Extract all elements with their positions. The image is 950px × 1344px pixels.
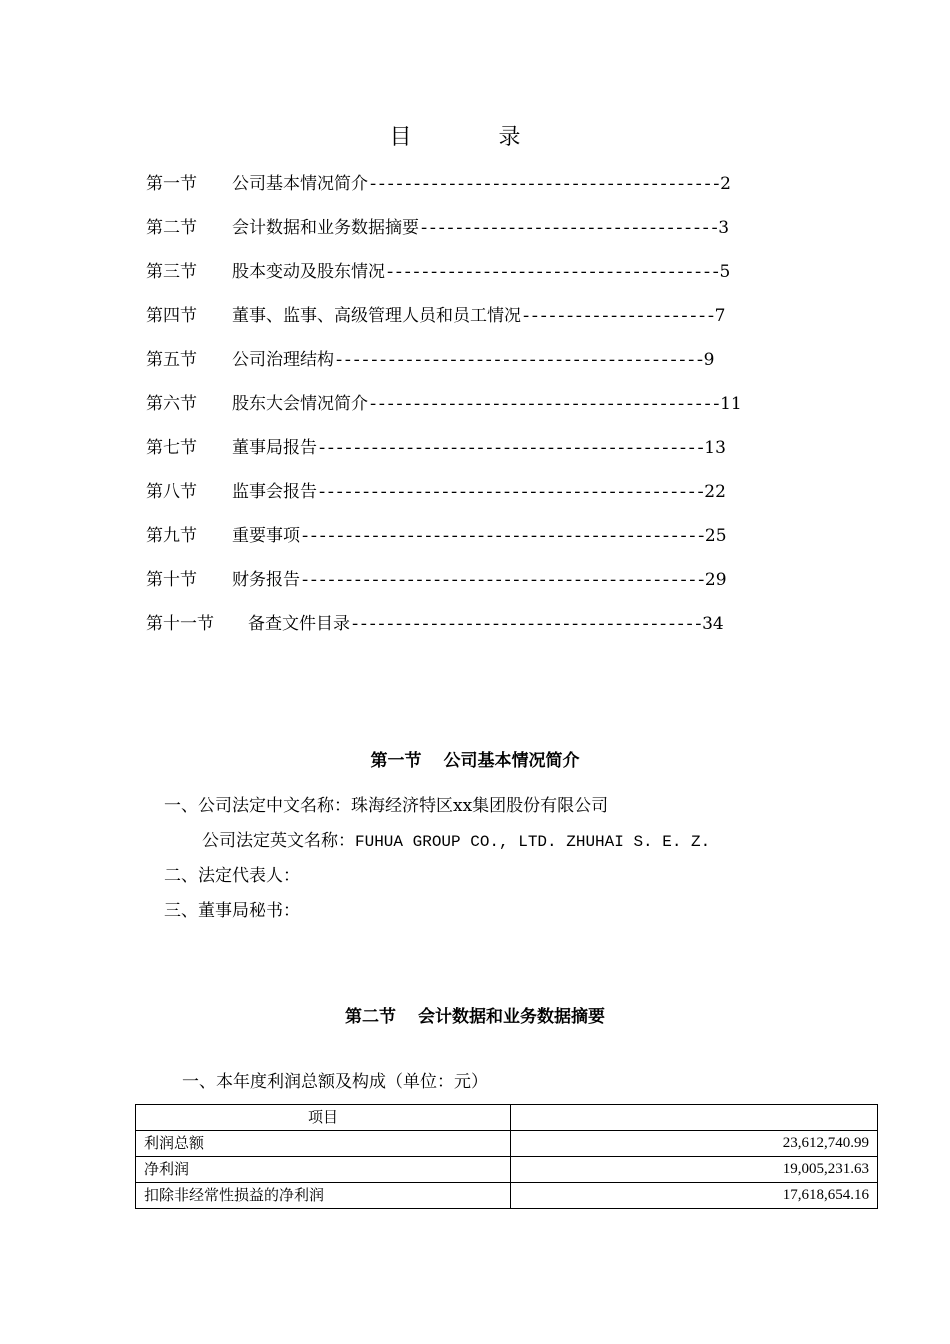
toc-item-title: 监事会报告 xyxy=(232,482,317,502)
toc-item xyxy=(146,348,715,372)
toc-item-title: 公司治理结构 xyxy=(232,350,334,370)
toc-item-page: 11 xyxy=(720,394,742,414)
toc-item-leader: -------------------------------------------- xyxy=(317,440,705,459)
toc-item-title: 股东大会情况简介 xyxy=(232,394,368,414)
section2-heading-number: 第二节 xyxy=(345,1007,396,1027)
toc-item-page: 5 xyxy=(719,262,731,282)
english-name-label: 公司法定英文名称： xyxy=(202,831,355,851)
toc-item xyxy=(146,172,731,196)
toc-item xyxy=(146,568,727,592)
row-value: 19,005,231.63 xyxy=(511,1157,878,1183)
row-label: 净利润 xyxy=(136,1157,511,1183)
toc-item-title: 重要事项 xyxy=(232,526,300,546)
toc-item-leader: ---------------------------------- xyxy=(419,220,719,239)
toc-item-title: 董事局报告 xyxy=(232,438,317,458)
toc-item xyxy=(146,392,742,416)
toc-item-page: 3 xyxy=(718,218,730,238)
toc-item xyxy=(146,612,724,636)
profit-subheading: 一、本年度利润总额及构成（单位：元） xyxy=(182,1072,488,1092)
toc-item-title: 公司基本情况简介 xyxy=(232,174,368,194)
toc-item-leader: ---------------------------------------------- xyxy=(300,572,705,591)
toc-item xyxy=(146,304,725,328)
row-label: 利润总额 xyxy=(136,1131,511,1157)
toc-item-section: 第十一节 xyxy=(146,614,214,634)
toc-item-page: 7 xyxy=(714,306,726,326)
toc-item-title: 董事、监事、高级管理人员和员工情况 xyxy=(232,306,521,326)
toc-item-section: 第六节 xyxy=(146,394,197,414)
english-name-value: FUHUA GROUP CO., LTD. ZHUHAI S. E. Z. xyxy=(355,833,711,851)
section1-heading-number: 第一节 xyxy=(370,751,422,771)
row-label: 扣除非经常性损益的净利润 xyxy=(136,1183,511,1209)
toc-item-section: 第三节 xyxy=(146,262,197,282)
toc-item-title: 财务报告 xyxy=(232,570,300,590)
header-item: 项目 xyxy=(136,1105,511,1131)
section2-heading xyxy=(0,1002,950,1027)
toc-item-section: 第七节 xyxy=(146,438,197,458)
toc-item-section: 第四节 xyxy=(146,306,197,326)
toc-item-section: 第十节 xyxy=(146,570,197,590)
board-secretary: 三、董事局秘书： xyxy=(164,901,300,921)
toc-item-page: 25 xyxy=(704,526,727,546)
toc-item-leader: ---------------------------------------- xyxy=(368,176,721,195)
section2-heading-title: 会计数据和业务数据摘要 xyxy=(418,1007,605,1027)
toc-item-page: 29 xyxy=(704,570,727,590)
toc-item-page: 22 xyxy=(704,482,726,502)
toc-item-page: 34 xyxy=(702,614,724,634)
toc-item-leader: ---------------------- xyxy=(521,308,715,327)
toc-title: 目 录 xyxy=(389,125,561,150)
toc-item-section: 第八节 xyxy=(146,482,197,502)
toc-item-page: 13 xyxy=(704,438,726,458)
toc-item xyxy=(146,436,726,460)
toc-item-leader: ---------------------------------------- xyxy=(368,396,721,415)
toc-item-leader: ------------------------------------------ xyxy=(334,352,704,371)
legal-representative: 二、法定代表人： xyxy=(164,866,300,886)
company-chinese-name: 一、公司法定中文名称：珠海经济特区xx集团股份有限公司 xyxy=(164,796,609,816)
table-row xyxy=(136,1183,878,1209)
row-value: 23,612,740.99 xyxy=(511,1131,878,1157)
toc-item-section: 第一节 xyxy=(146,174,197,194)
toc-item-section: 第九节 xyxy=(146,526,197,546)
toc-item-section: 第二节 xyxy=(146,218,197,238)
company-english-name xyxy=(202,829,710,854)
toc-item-title: 备查文件目录 xyxy=(248,614,350,634)
section1-heading xyxy=(0,746,950,771)
profit-table xyxy=(135,1104,878,1209)
toc-item-section: 第五节 xyxy=(146,350,197,370)
toc-item-page: 9 xyxy=(703,350,715,370)
section1-heading-title: 公司基本情况简介 xyxy=(443,751,580,771)
toc-item-leader: ---------------------------------------- xyxy=(350,616,703,635)
row-value: 17,618,654.16 xyxy=(511,1183,878,1209)
toc-item-leader: -------------------------------------------- xyxy=(317,484,705,503)
toc-item-leader: ---------------------------------------------- xyxy=(300,528,705,547)
toc-item-title: 会计数据和业务数据摘要 xyxy=(232,218,419,238)
table-row xyxy=(136,1131,878,1157)
toc-item xyxy=(146,260,730,284)
header-value xyxy=(511,1105,878,1131)
toc-item-page: 2 xyxy=(720,174,731,194)
toc-item-title: 股本变动及股东情况 xyxy=(232,262,385,282)
table-header-row xyxy=(136,1105,878,1131)
table-row xyxy=(136,1157,878,1183)
toc-item-leader: -------------------------------------- xyxy=(385,264,720,283)
toc-item xyxy=(146,216,729,240)
toc-item xyxy=(146,524,727,548)
toc-item xyxy=(146,480,726,504)
